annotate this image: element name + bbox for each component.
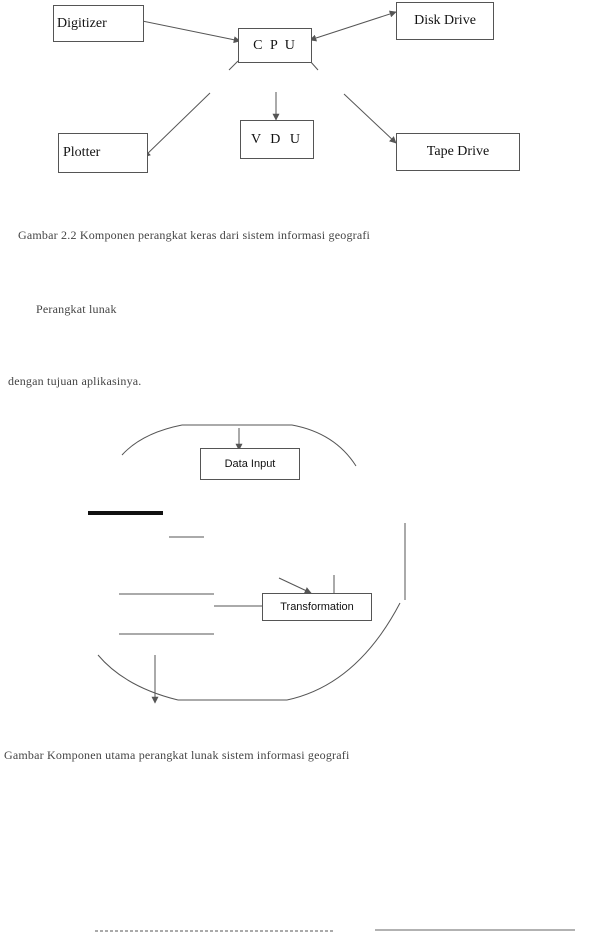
- disk-drive-box: [396, 2, 494, 40]
- section-heading: Perangkat lunak: [36, 302, 117, 316]
- arrow-cpu-disk: [310, 12, 396, 40]
- ring-arc-top-right: [292, 425, 356, 466]
- vdu-label: V D U: [250, 131, 304, 147]
- thick-bar: [88, 511, 163, 515]
- transformation-box: [262, 593, 372, 621]
- arrow-into-transformation: [279, 578, 311, 593]
- digitizer-label: Digitizer: [57, 15, 107, 31]
- cpu-label: C P U: [253, 37, 297, 53]
- ring-arc-top-left: [122, 425, 182, 455]
- plotter-label: Plotter: [63, 145, 101, 160]
- arrow-cpu-tape: [344, 94, 396, 143]
- disk-drive-label: Disk Drive: [414, 13, 476, 28]
- data-input-box: [200, 448, 300, 480]
- data-input-label: Data Input: [224, 458, 276, 470]
- cpu-box: [238, 28, 312, 63]
- digitizer-box: [53, 5, 144, 42]
- figure1-caption: Gambar 2.2 Komponen perangkat keras dari sistem informasi geografi: [18, 228, 371, 242]
- body-fragment: dengan tujuan aplikasinya.: [8, 374, 142, 388]
- tape-drive-label: Tape Drive: [426, 144, 490, 159]
- arrow-cpu-plotter: [144, 93, 210, 157]
- cpu-corner-left: [229, 61, 238, 70]
- transformation-label: Transformation: [280, 601, 354, 613]
- tape-drive-box: [396, 133, 520, 171]
- plotter-box: [58, 133, 148, 173]
- ring-arc-bottom-left: [98, 655, 178, 700]
- vdu-box: [240, 120, 314, 159]
- figure2-caption: Gambar Komponen utama perangkat lunak sistem informasi geografi: [4, 748, 350, 762]
